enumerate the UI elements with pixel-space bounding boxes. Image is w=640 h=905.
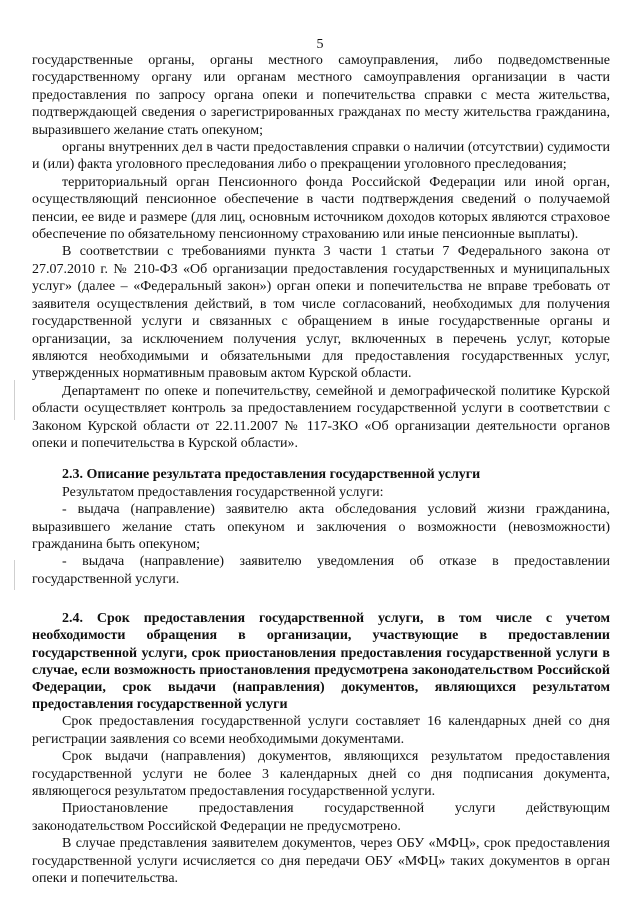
section-2-3-item: - выдача (направление) заявителю акта обследования условий жизни гражданина, выразившего желание стать опекуном и заключения о возможности (невозможности) гражданина быть опекуном; [32,502,610,552]
section-2-4-paragraph: Срок выдачи (направления) документов, являющихся результатом предоставления государственной услуги не более 3 календарных дней со дня подписания документа, являющегося результатом предоставления государственной услуги. [32,749,610,800]
paragraph-department-control: Департамент по опеке и попечительству, семейной и демографической политике Курской области осуществляет контроль за предоставлением государственной услуги в соответствии с Законом Курской области от 22.11.2007 № 117-ЗКО «Об организации деятельности органов опеки и попечительства в Курской области». [32,383,610,451]
section-2-4-paragraph: В случае представления заявителем документов, через ОБУ «МФЦ», срок предоставления государственной услуги исчисляется со дня передачи ОБУ «МФЦ» таких документов в орган опеки и попечительства. [32,836,610,887]
section-2-4-heading: 2.4. Срок предоставления государственной услуги, в том числе с учетом необходимости обращения в организации, участвующие в предоставлении государственной услуги, срок приостановления предоставления государственной услуги в случае, если возможность приостановления предусмотрена законодательством Российской Федерации, срок выдачи (направления) документов, являющихся результатом предоставления государственной услуги [32,611,610,713]
paragraph-pension-fund: территориальный орган Пенсионного фонда Российской Федерации или иной орган, осуществляющий пенсионное обеспечение в части подтверждения сведений о получаемой пенсии, ее виде и размере (для лиц, основным источником доходов которых являются страховое обеспечение по обязательному пенсионному страхованию или иные пенсионные выплаты). [32,174,610,243]
section-2-3-lead: Результатом предоставления государственной услуги: [62,484,384,500]
scan-edge-mark [14,560,15,590]
scan-edge-mark [14,380,15,420]
paragraph-state-bodies: государственные органы, органы местного самоуправления, либо подведомственные государственному органу или органам местного самоуправления организации в части предоставления по запросу органа опеки и попечительства справки с места жительства, подтверждающей сведения о зарегистрированных гражданах по месту жительства гражданина, выразившего желание стать опекуном; [32,53,610,138]
section-2-3-item: - выдача (направление) заявителю уведомления об отказе в предоставлении государственной услуги. [32,554,610,587]
section-2-3-heading: 2.3. Описание результата предоставления государственной услуги [62,467,481,483]
section-2-4-paragraph: Приостановление предоставления государственной услуги действующим законодательством Российской Федерации не предусмотрено. [32,801,610,834]
section-2-4-paragraph: Срок предоставления государственной услуги составляет 16 календарных дней со дня регистрации заявления со всеми необходимыми документами. [32,714,610,747]
paragraph-internal-affairs: органы внутренних дел в части предоставления справки о наличии (отсутствии) судимости и (или) факта уголовного преследования либо о прекращении уголовного преследования; [32,140,610,173]
page-number: 5 [316,37,324,52]
document-body [32,52,610,887]
paragraph-federal-law: В соответствии с требованиями пункта 3 части 1 статьи 7 Федерального закона от 27.07.2010 г. № 210-ФЗ «Об организации предоставления государственных и муниципальных услуг» (далее – «Федеральный закон») орган опеки и попечительства не вправе требовать от заявителя осуществления действий, в том числе согласований, необходимых для получения государственной услуги и связанных с обращением в иные государственные органы и организации, за исключением получения услуг, включенных в перечень услуг, которые являются необходимыми и обязательными для предоставления государственных услуг, утвержденных нормативным правовым актом Курской области. [32,244,610,382]
